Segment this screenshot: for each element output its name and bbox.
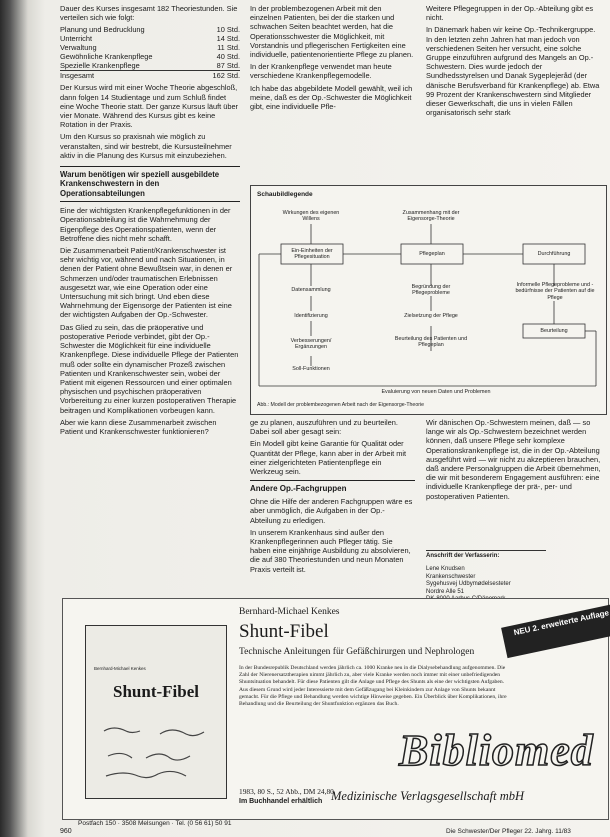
book-cover-author: Bernhard-Michael Kenkes xyxy=(94,666,146,671)
paragraph: Um den Kursus so praxisnah wie möglich zu veranstalten, sind wir bestrebt, die Kursusteilnehmer aktiv in die Planung des Kursus mit einzubeziehen. xyxy=(60,132,232,160)
paragraph: ge zu planen, auszuführen und zu beurteilen. Dabei soll aber gesagt sein: xyxy=(250,418,398,437)
hours-label: Verwaltung xyxy=(60,43,97,53)
diagram-node: Begründung der Pflegeprobleme xyxy=(411,284,451,297)
diagram-caption: Abb.: Modell der problembezogenen Arbeit nach der Eigensorge-Theorie xyxy=(257,402,424,408)
diagram-node: Wirkungen des eigenen Willens xyxy=(282,210,340,223)
book-cover-title: Shunt-Fibel xyxy=(113,682,199,701)
intro-text: Dauer des Kurses insgesamt 182 Theoriestunden. Sie verteilen sich wie folgt: xyxy=(60,4,238,23)
diagram-node: Informelle Pflegeprobleme und -bedürfnisse der Patienten auf die Pflege xyxy=(515,282,595,301)
ad-price: 1983, 80 S., 52 Abb., DM 24,80 xyxy=(239,787,334,796)
paragraph: Ich habe das abgebildete Modell gewählt, weil ich meine, daß es der Op.-Schwester die Möglichkeit gibt, eine individuelle Pfle- xyxy=(250,83,413,112)
diagram-node: Soll-Funktionen xyxy=(292,366,330,372)
hours-row xyxy=(60,34,240,43)
hours-value: 14 Std. xyxy=(216,34,240,44)
ad-order-note: Im Buchhandel erhältlich xyxy=(239,798,323,805)
paragraph: In unserem Krankenhaus sind außer den Krankenpflegerinnen auch Pfleger tätig. Sie haben eine einjährige Ausbildung zu absolvieren, die auf 380 Theoriestunden und neun Monaten Praxis verteilt ist. xyxy=(250,527,411,574)
ad-title: Shunt-Fibel xyxy=(239,621,329,642)
ad-description: In der Bundesrepublik Deutschland werden jährlich ca. 1000 Kranke neu in die Dialysebehandlung aufgenommen. Die Zahl der Nierenersatztherapien nimmt jährlich zu, aber viele Kranke werden noch immer mit einer unbefriedigenden Shuntsituation behandelt. Für diese Patienten gilt die Anlage und Pflege des Shunts als eine der wichtigsten Aufgaben. Aus diesem Grund wird jeder Interessierte mit dem Gefäßzugang bei Kleinkindern zur Anlage von Shunts bekannt gemacht. Für die Pflege und Behandlung werden wichtige Hinweise gegeben. Ein Überblick über Komplikationen, ihre Behandlung und die Beurteilung der Shuntfunktion ergänzen das Buch. xyxy=(239,665,507,708)
hours-row xyxy=(60,43,240,52)
diagram-node: Ein-Einheiten der Pflegesituation xyxy=(291,248,333,261)
diagram-node: Zusammenhang mit der Eigensorge-Theorie xyxy=(402,210,460,223)
hours-value: 10 Std. xyxy=(216,25,240,35)
author-line: Nordre Alle 51 xyxy=(426,588,465,595)
author-line: Sygehusvej Udbymødelsesteter xyxy=(426,581,511,588)
journal-footer: Die Schwester/Der Pfleger 22. Jahrg. 11/83 xyxy=(446,828,571,835)
diagram-node: Evaluierung von neuen Daten und Problemen xyxy=(381,389,491,395)
column-right-top xyxy=(426,4,602,120)
section-heading: Warum benötigen wir speziell ausgebildete Krankenschwestern in den Operationsabteilungen xyxy=(60,166,240,202)
author-line: Krankenschwester xyxy=(426,573,476,580)
page-number: 960 xyxy=(60,828,72,835)
diagram-node: Durchführung xyxy=(537,251,571,257)
paragraph: In Dänemark haben wir keine Op.-Technikergruppe. In den letzten zehn Jahren hat man jedoch von verschiedenen Seiten her versucht, eine solche Gruppe einzuführen aufgrund des Mangels an Op.-Schwestern. Dies wurde jedoch der Sundhedsstyrelsen und Danak Sygeplejeråd (der dänische Berufsverband für Krankenpflege) ab. Etwa 99 Prozent der Krankenschwestern sind Mitglieder dieser Gewerkschaft, die uns in vielen Fällen organisatorisch sehr stark xyxy=(426,25,600,118)
author-heading: Anschrift der Verfasserin: xyxy=(426,550,546,560)
diagram-node: Identifizierung xyxy=(294,313,328,319)
paragraph: Der Kursus wird mit einer Woche Theorie abgeschloß, dann folgen 14 Studientage und zum Schluß findet eine Woche Theorie statt. Der ganze Kursus läuft über vier Monate. Während des Kursus gibt es keine Rotation in der Praxis. xyxy=(60,83,239,130)
hours-row xyxy=(60,25,240,34)
paragraph: Weitere Pflegegruppen in der Op.-Abteilung gibt es nicht. xyxy=(426,4,594,23)
paragraph: Ohne die Hilfe der anderen Fachgruppen wäre es aber unmöglich, die Aufgaben in der Op.-Abteilung zu erledigen. xyxy=(250,497,413,525)
hours-value: 11 Std. xyxy=(217,43,240,53)
author-address xyxy=(426,550,546,603)
paragraph: Wir dänischen Op.-Schwestern meinen, daß — so lange wir als Op.-Schwestern bezeichnet werden können, daß unsere Pflege sehr komplexe Operationskrankenpflege ist, die in der Op.-Abteilung ausgeführt wird — wir nicht zu akzeptieren brauchen, daß andere Personalgruppen die Arbeit übernehmen, die wir mit besonderem Engagement ausführen: eine individuelle Krankenpflege der prä-, per- und postoperativen Patienten. xyxy=(426,418,601,501)
column-middle-bottom xyxy=(250,418,415,577)
ad-author: Bernhard-Michael Kenkes xyxy=(239,607,340,617)
author-line: Lene Knudsen xyxy=(426,566,465,573)
column-middle-top xyxy=(250,4,415,114)
ad-price-block xyxy=(239,787,334,806)
hours-value: 40 Std. xyxy=(216,52,240,62)
diagram-node: Beurteilung des Patienten und Pflegeplan xyxy=(394,336,468,349)
paragraph: Ein Modell gibt keine Garantie für Qualität oder Quantität der Pflege, kann aber in der Arbeit mit einer zielgerichteten Patientenpflege ein Werkzeug sein. xyxy=(250,439,407,477)
diagram-node: Verbesserungen/ Ergänzungen xyxy=(290,338,332,351)
paragraph: Das Glied zu sein, das die präoperative und postoperative Periode verbindet, gibt der Op.-Schwester die Möglichkeit für eine individuelle Krankenpflege. Diese individuelle Pflege der Patienten muß oder sollte ein dynamischer Prozeß zwischen Patienten und Krankenschwester sein, wobei der Patient mit eigenen Ressourcen und einer optimalen physischen und psychischen präoperativen Vorbereitung zu einer kurzen postoperativen Therapie beitragen und Komplikationen vorbeugen kann. xyxy=(60,322,239,415)
hours-table xyxy=(60,25,240,80)
hours-label: Unterricht xyxy=(60,34,93,44)
diagram-node: Zielsetzung der Pflege xyxy=(404,313,458,319)
book-advertisement xyxy=(62,598,609,820)
hours-label: Spezielle Krankenpflege xyxy=(60,61,140,71)
publisher-address: Postfach 150 · 3508 Melsungen · Tel. (0 56 61) 50 91 xyxy=(78,820,232,827)
hours-row xyxy=(60,61,240,71)
column-left xyxy=(60,4,240,439)
paragraph: Eine der wichtigsten Krankenpflegefunktionen in der Operationsabteilung ist die Wahrnehmung der Eigenpflege des Operationspatienten, wenn der Betroffene dies nicht mehr schafft. xyxy=(60,206,231,243)
column-right-bottom xyxy=(426,418,602,504)
diagram-node: Pflegeplan xyxy=(419,251,445,257)
hours-row xyxy=(60,71,240,81)
hours-value: 87 Std. xyxy=(216,61,240,71)
hours-row xyxy=(60,52,240,61)
book-illustration xyxy=(86,626,226,798)
hours-label: Gewöhnliche Krankenpflege xyxy=(60,52,153,62)
book-cover-image xyxy=(85,625,227,799)
diagram-title: Schaubildlegende xyxy=(257,191,313,198)
care-model-diagram xyxy=(250,185,607,415)
paragraph: Aber wie kann diese Zusammenarbeit zwischen Patient und Krankenschwester funktionieren? xyxy=(60,417,217,436)
hours-label: Planung und Bedrucklung xyxy=(60,25,145,35)
paragraph: Die Zusammenarbeit Patient/Krankenschwester ist sehr wichtig vor, während und nach Situationen, in denen der Patient ohne Bewußtsein war, in denen er Schmerzen und/oder traumatischen Erlebnissen ausgesetzt war, wie eine Operation oder eine Untersuchung mit sich bringt. Und eben diese Wahrnehmung der Eigensorge der Patienten ist eine der wichtigsten Aufgaben der Op.-Schwester. xyxy=(60,246,233,320)
section-heading: Andere Op.-Fachgruppen xyxy=(250,480,415,494)
bibliomed-logo: Bibliomed xyxy=(399,726,594,775)
paragraph: In der Krankenpflege verwendet man heute verschiedene Krankenpflegemodelle. xyxy=(250,62,392,81)
paragraph: In der problembezogenen Arbeit mit den einzelnen Patienten, bei der die starken und schwachen Seiten beachtet werden, hat die Operationsschwester die Möglichkeit, mit Vorstandnis und pflegerischen Fertigkeiten eine individuelle, patientenorientierte Pflege zu planen. xyxy=(250,4,414,60)
publisher-tagline: Medizinische Verlagsgesellschaft mbH xyxy=(331,789,525,803)
hours-value: 162 Std. xyxy=(199,71,240,81)
hours-label: Insgesamt xyxy=(60,71,199,81)
diagram-node: Datensammlung xyxy=(291,287,331,293)
diagram-node: Beurteilung xyxy=(540,328,568,334)
new-edition-badge: NEU 2. erweiterte Auflage xyxy=(501,603,610,658)
ad-subtitle: Technische Anleitungen für Gefäßchirurgen und Nephrologen xyxy=(239,647,475,657)
